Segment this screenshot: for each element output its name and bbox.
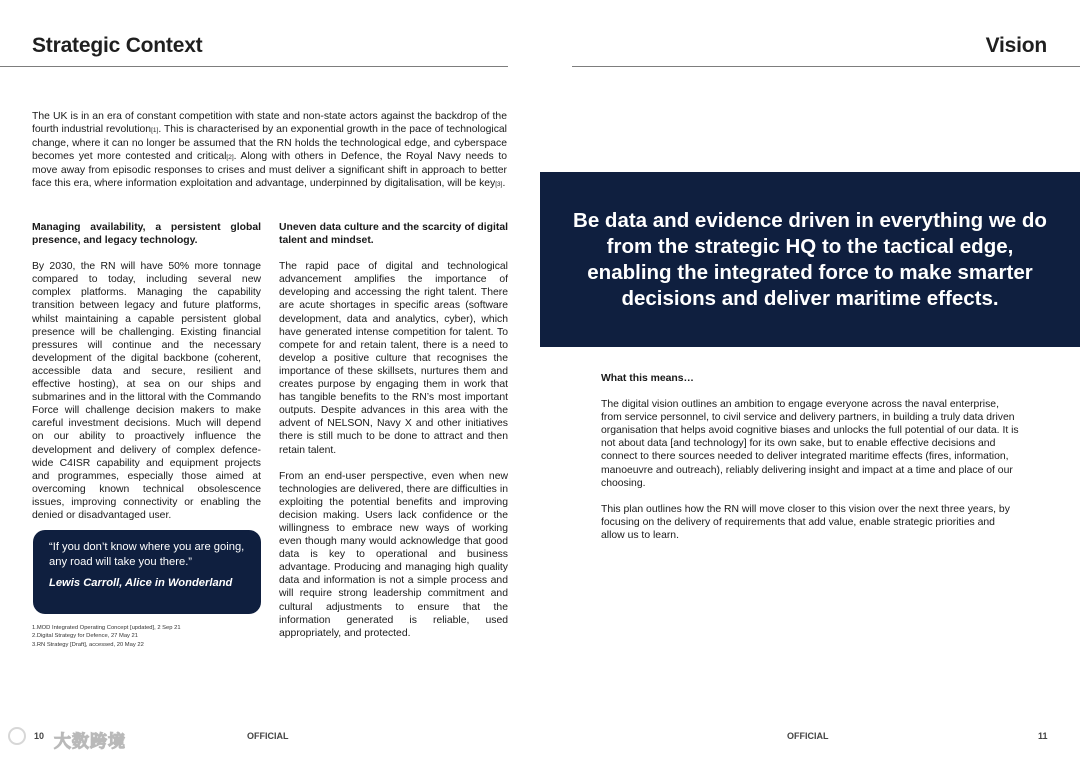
- footnote-3: 3.RN Strategy [Draft], accessed, 20 May 22: [32, 641, 144, 648]
- vision-banner: [540, 172, 1080, 347]
- footnotes: [32, 624, 181, 649]
- vision-paragraph-2: This plan outlines how the RN will move closer to this vision over the next three years, by focusing on the delivery of requirements that add value, enable strategic priorities and allow us to learn.: [601, 503, 1010, 541]
- column-data-culture: [279, 221, 508, 653]
- quote-author: Lewis Carroll, Alice in Wonderland: [49, 577, 233, 589]
- classification-left: OFFICIAL: [247, 731, 289, 741]
- section-heading-what-this-means: What this means…: [601, 373, 694, 384]
- page-title-strategic-context: Strategic Context: [32, 34, 203, 57]
- page-number-right: 11: [1038, 731, 1048, 741]
- column-availability: [32, 221, 261, 535]
- quote-box: [33, 530, 261, 614]
- footnote-2: 2.Digital Strategy for Defence, 27 May 21: [32, 633, 139, 640]
- footnote-ref-2: [2]: [226, 154, 234, 162]
- vision-paragraph-1: The digital vision outlines an ambition to engage everyone across the naval enterprise, from service personnel, to civil service and delivery partners, in building a truly data driven organisation that helps avoid cognitive biases and unlocks the full potential of our data. It is not about data [and technology] for its own sake, but to enable effective decisions and connect to there sources needed to deliver integrated maritime effects (fires, information, manoeuvre and outreach), reliably delivering insight and impact at a time and place of our choosing.: [601, 399, 1019, 489]
- header-rule: [0, 66, 508, 67]
- section-heading-data-culture: Uneven data culture and the scarcity of digital talent and mindset.: [279, 222, 508, 247]
- section-body-availability: By 2030, the RN will have 50% more tonnage compared to today, including several new complex platforms. Managing the capability transition between legacy and future platforms, whilst maintaining a capable persistent global presence will be challenging. Existing financial pressures will continue and the necessary development of the digital backbone (coherent, accessible data and secure, resilient and effective hosting), at sea on our ships and submarines and in the littoral with the Commando Force will challenge decision makers to make careful investment decisions. Much will depend on our ability to proactively influence the development and delivery of complex defence-wide C4ISR capability and equipment projects and programmes, especially those aimed at overcoming known technical obsolescence issues, improving connectivity or enabling the denied or disadvantaged user.: [32, 261, 261, 521]
- header-rule: [572, 66, 1080, 67]
- vision-statement: Be data and evidence driven in everything we do from the strategic HQ to the tactical edge, enabling the integrated force to make smarter decisions and deliver maritime effects.: [573, 208, 1047, 310]
- what-this-means-section: [601, 372, 1021, 555]
- section-body-data-culture-2: From an end-user perspective, even when new technologies are delivered, there are difficulties in exploiting the potential benefits and improving decision making. Users lack confidence or the willingness to embrace new ways of working even though many would acknowledge that good data is key to operational and business advantage. Producing and managing high quality data and information is not a simple process and will require strong leadership commitment and cultural adjustments to ensure that the information generated is reliable, used appropriately, and protected.: [279, 470, 508, 639]
- footnote-ref-3: [3]: [495, 181, 503, 189]
- classification-right: OFFICIAL: [787, 731, 829, 741]
- page-title-vision: Vision: [985, 34, 1047, 57]
- intro-paragraph: The UK is in an era of constant competition with state and non-state actors against the backdrop of the fourth industrial revolution[1]. This is characterised by an exponential growth in the pace of technological change, where it can no longer be assumed that the RN holds the technological edge, and cyberspace becomes yet more contested and critical[2]. Along with others in Defence, the Royal Navy needs to move away from episodic responses to crises and must deliver a significant shift in approach to better face this era, where information exploitation and advantage, underpinned by digitalisation, will be key[3].: [32, 111, 507, 190]
- footnote-1: 1.MOD Integrated Operating Concept [updated], 2 Sep 21: [32, 625, 181, 631]
- right-page: [540, 0, 1080, 763]
- section-heading-availability: Managing availability, a persistent global presence, and legacy technology.: [32, 222, 261, 247]
- page-number-left: 10: [34, 731, 45, 741]
- section-body-data-culture-1: The rapid pace of digital and technological advancement amplifies the importance of developing and accessing the right talent. There are acute shortages in specific areas (software development, data and analytics, cyber), which have generated intense competition for talent. To compete for and retain talent, there is a need to develop a positive culture that recognises the importance of these skillsets, nurtures them and creates purpose by engaging them in work that has tangible benefits to the RN’s most important outputs. Despite advances in this area with the advent of NELSON, Navy X and other initiatives there is still much to be done to attract and then retain talent.: [279, 261, 508, 456]
- watermark-text: 大数跨境: [54, 732, 126, 752]
- quote-text: “If you don’t know where you are going, any road will take you there.”: [49, 541, 245, 568]
- footnote-ref-1: [1]: [151, 127, 159, 135]
- watermark-logo-icon: [8, 727, 26, 745]
